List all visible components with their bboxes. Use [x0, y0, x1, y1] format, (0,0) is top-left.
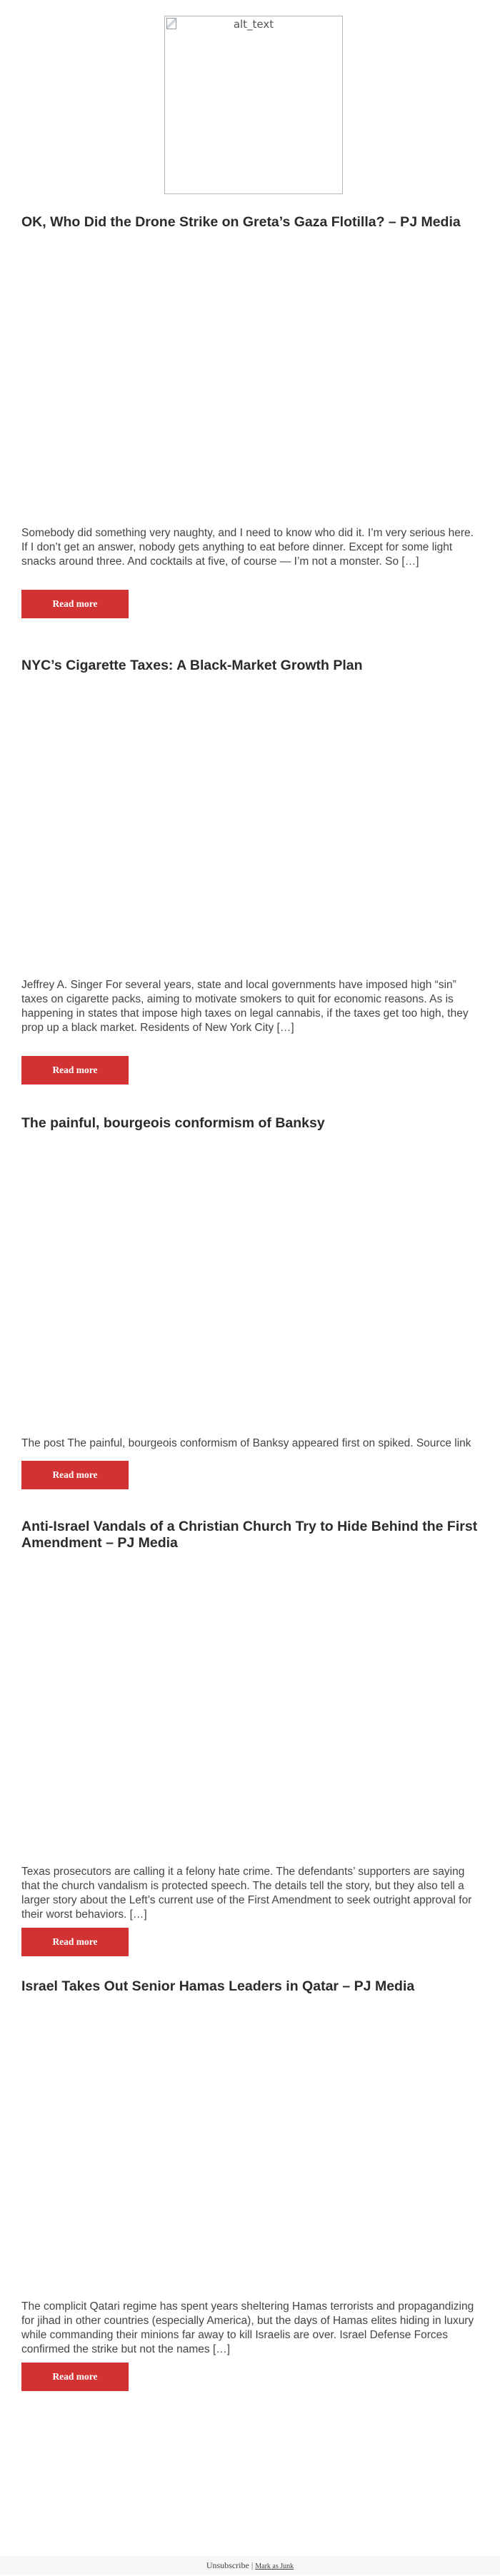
article-card [21, 658, 479, 1075]
read-more-button[interactable]: Read more [21, 1056, 129, 1085]
article-image [21, 1561, 479, 1847]
footer-separator: | [251, 2560, 254, 2570]
article-card [21, 1115, 479, 1480]
article-card [21, 1978, 479, 2382]
article-title: NYC’s Cigarette Taxes: A Black-Market Growth Plan [21, 658, 363, 673]
read-more-button[interactable]: Read more [21, 1461, 129, 1489]
read-more-button[interactable]: Read more [21, 2363, 129, 2391]
article-excerpt: The complicit Qatari regime has spent years sheltering Hamas terrorists and propagandizing for jihad in other countries (especially America), but the days of Hamas elites hiding in luxury while commanding their minions far away to kill Israelis are over. Israel Defense Forces confirmed the strike but not the names […] [21, 2300, 474, 2355]
article-title: Israel Takes Out Senior Hamas Leaders in Qatar – PJ Media [21, 1978, 415, 1994]
mark-as-junk-link[interactable]: Mark as Junk [255, 2562, 294, 2570]
article-title: The painful, bourgeois conformism of Banksy [21, 1115, 325, 1131]
article-title: OK, Who Did the Drone Strike on Greta’s Gaza Flotilla? – PJ Media [21, 214, 461, 230]
article-card [21, 214, 479, 609]
header [0, 0, 500, 213]
article-title: Anti-Israel Vandals of a Christian Church Try to Hide Behind the First Amendment – PJ Media [21, 1519, 478, 1551]
article-excerpt: Texas prosecutors are calling it a felony hate crime. The defendants’ supporters are saying that the church vandalism is protected speech. The details tell the story, but they also tell a larger story about the Left’s current use of the First Amendment to seek outright approval for their worst behaviors. […] [21, 1866, 472, 1921]
broken-image-icon [166, 18, 176, 29]
read-more-button[interactable]: Read more [21, 1928, 129, 1956]
article-excerpt: Somebody did something very naughty, and I need to know who did it. I’m very serious here. If I don’t get an answer, nobody gets anything to eat before dinner. Except for some light snacks around three. And cocktails at five, of course — I’m not a monster. So […] [21, 527, 474, 568]
read-more-button[interactable]: Read more [21, 590, 129, 618]
article-image [21, 683, 479, 969]
article-image [21, 240, 479, 518]
article-image [21, 2004, 479, 2290]
footer [0, 2556, 500, 2575]
article-excerpt: Jeffrey A. Singer For several years, state and local governments have imposed high “sin” taxes on cigarette packs, aiming to motivate smokers to quit for economic reasons. As is happening in states that impose high taxes on legal cannabis, if the taxes get too high, they prop up a black market. Residents of New York City […] [21, 979, 469, 1034]
logo-image [164, 16, 343, 194]
article-excerpt: The post The painful, bourgeois conformism of Banksy appeared first on spiked. Source link [21, 1437, 471, 1449]
logo-alt-text: alt_text [233, 18, 274, 31]
article-card [21, 1519, 479, 1947]
article-image [21, 1141, 479, 1427]
unsubscribe-link[interactable]: Unsubscribe [206, 2560, 249, 2570]
